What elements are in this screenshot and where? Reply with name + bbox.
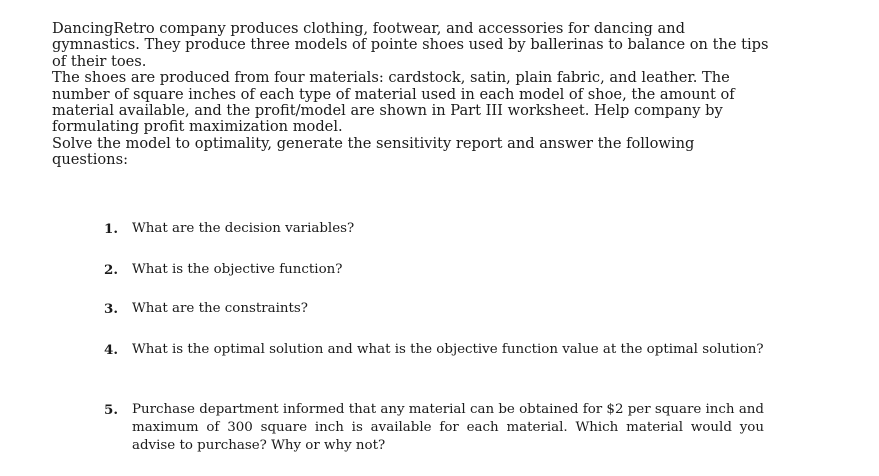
question-text: What is the objective function? <box>132 262 343 277</box>
question-item <box>104 261 764 279</box>
question-text: Purchase department informed that any material can be obtained for $2 per square inch and maximum of 300 square inch is available for each material. Which material would you advise to purchase? Why or why not? <box>132 402 764 453</box>
question-number: 1. <box>104 221 118 237</box>
intro-paragraph-company: DancingRetro company produces clothing, footwear, and accessories for dancing and gymnastics. They produce three models of pointe shoes used by ballerinas to balance on the tips of their toes. <box>52 20 769 70</box>
question-number: 4. <box>104 342 118 358</box>
intro-text <box>52 21 772 169</box>
question-number: 5. <box>104 402 118 418</box>
question-number: 2. <box>104 262 118 278</box>
question-item <box>104 341 764 359</box>
question-number: 3. <box>104 301 118 317</box>
question-text: What is the optimal solution and what is the objective function value at the optimal solution? <box>132 342 764 357</box>
question-text: What are the constraints? <box>132 301 308 316</box>
question-item <box>104 300 764 318</box>
intro-paragraph-materials: The shoes are produced from four materials: cardstock, satin, plain fabric, and leather. The number of square inches of each type of material used in each model of shoe, the amount of material available, and the profit/model are shown in Part III worksheet. Help company by formulating profit maximization model. <box>52 69 735 136</box>
intro-paragraph-instructions: Solve the model to optimality, generate the sensitivity report and answer the following questions: <box>52 134 695 169</box>
question-item <box>104 220 764 238</box>
question-item <box>104 401 764 455</box>
question-text: What are the decision variables? <box>132 221 355 236</box>
